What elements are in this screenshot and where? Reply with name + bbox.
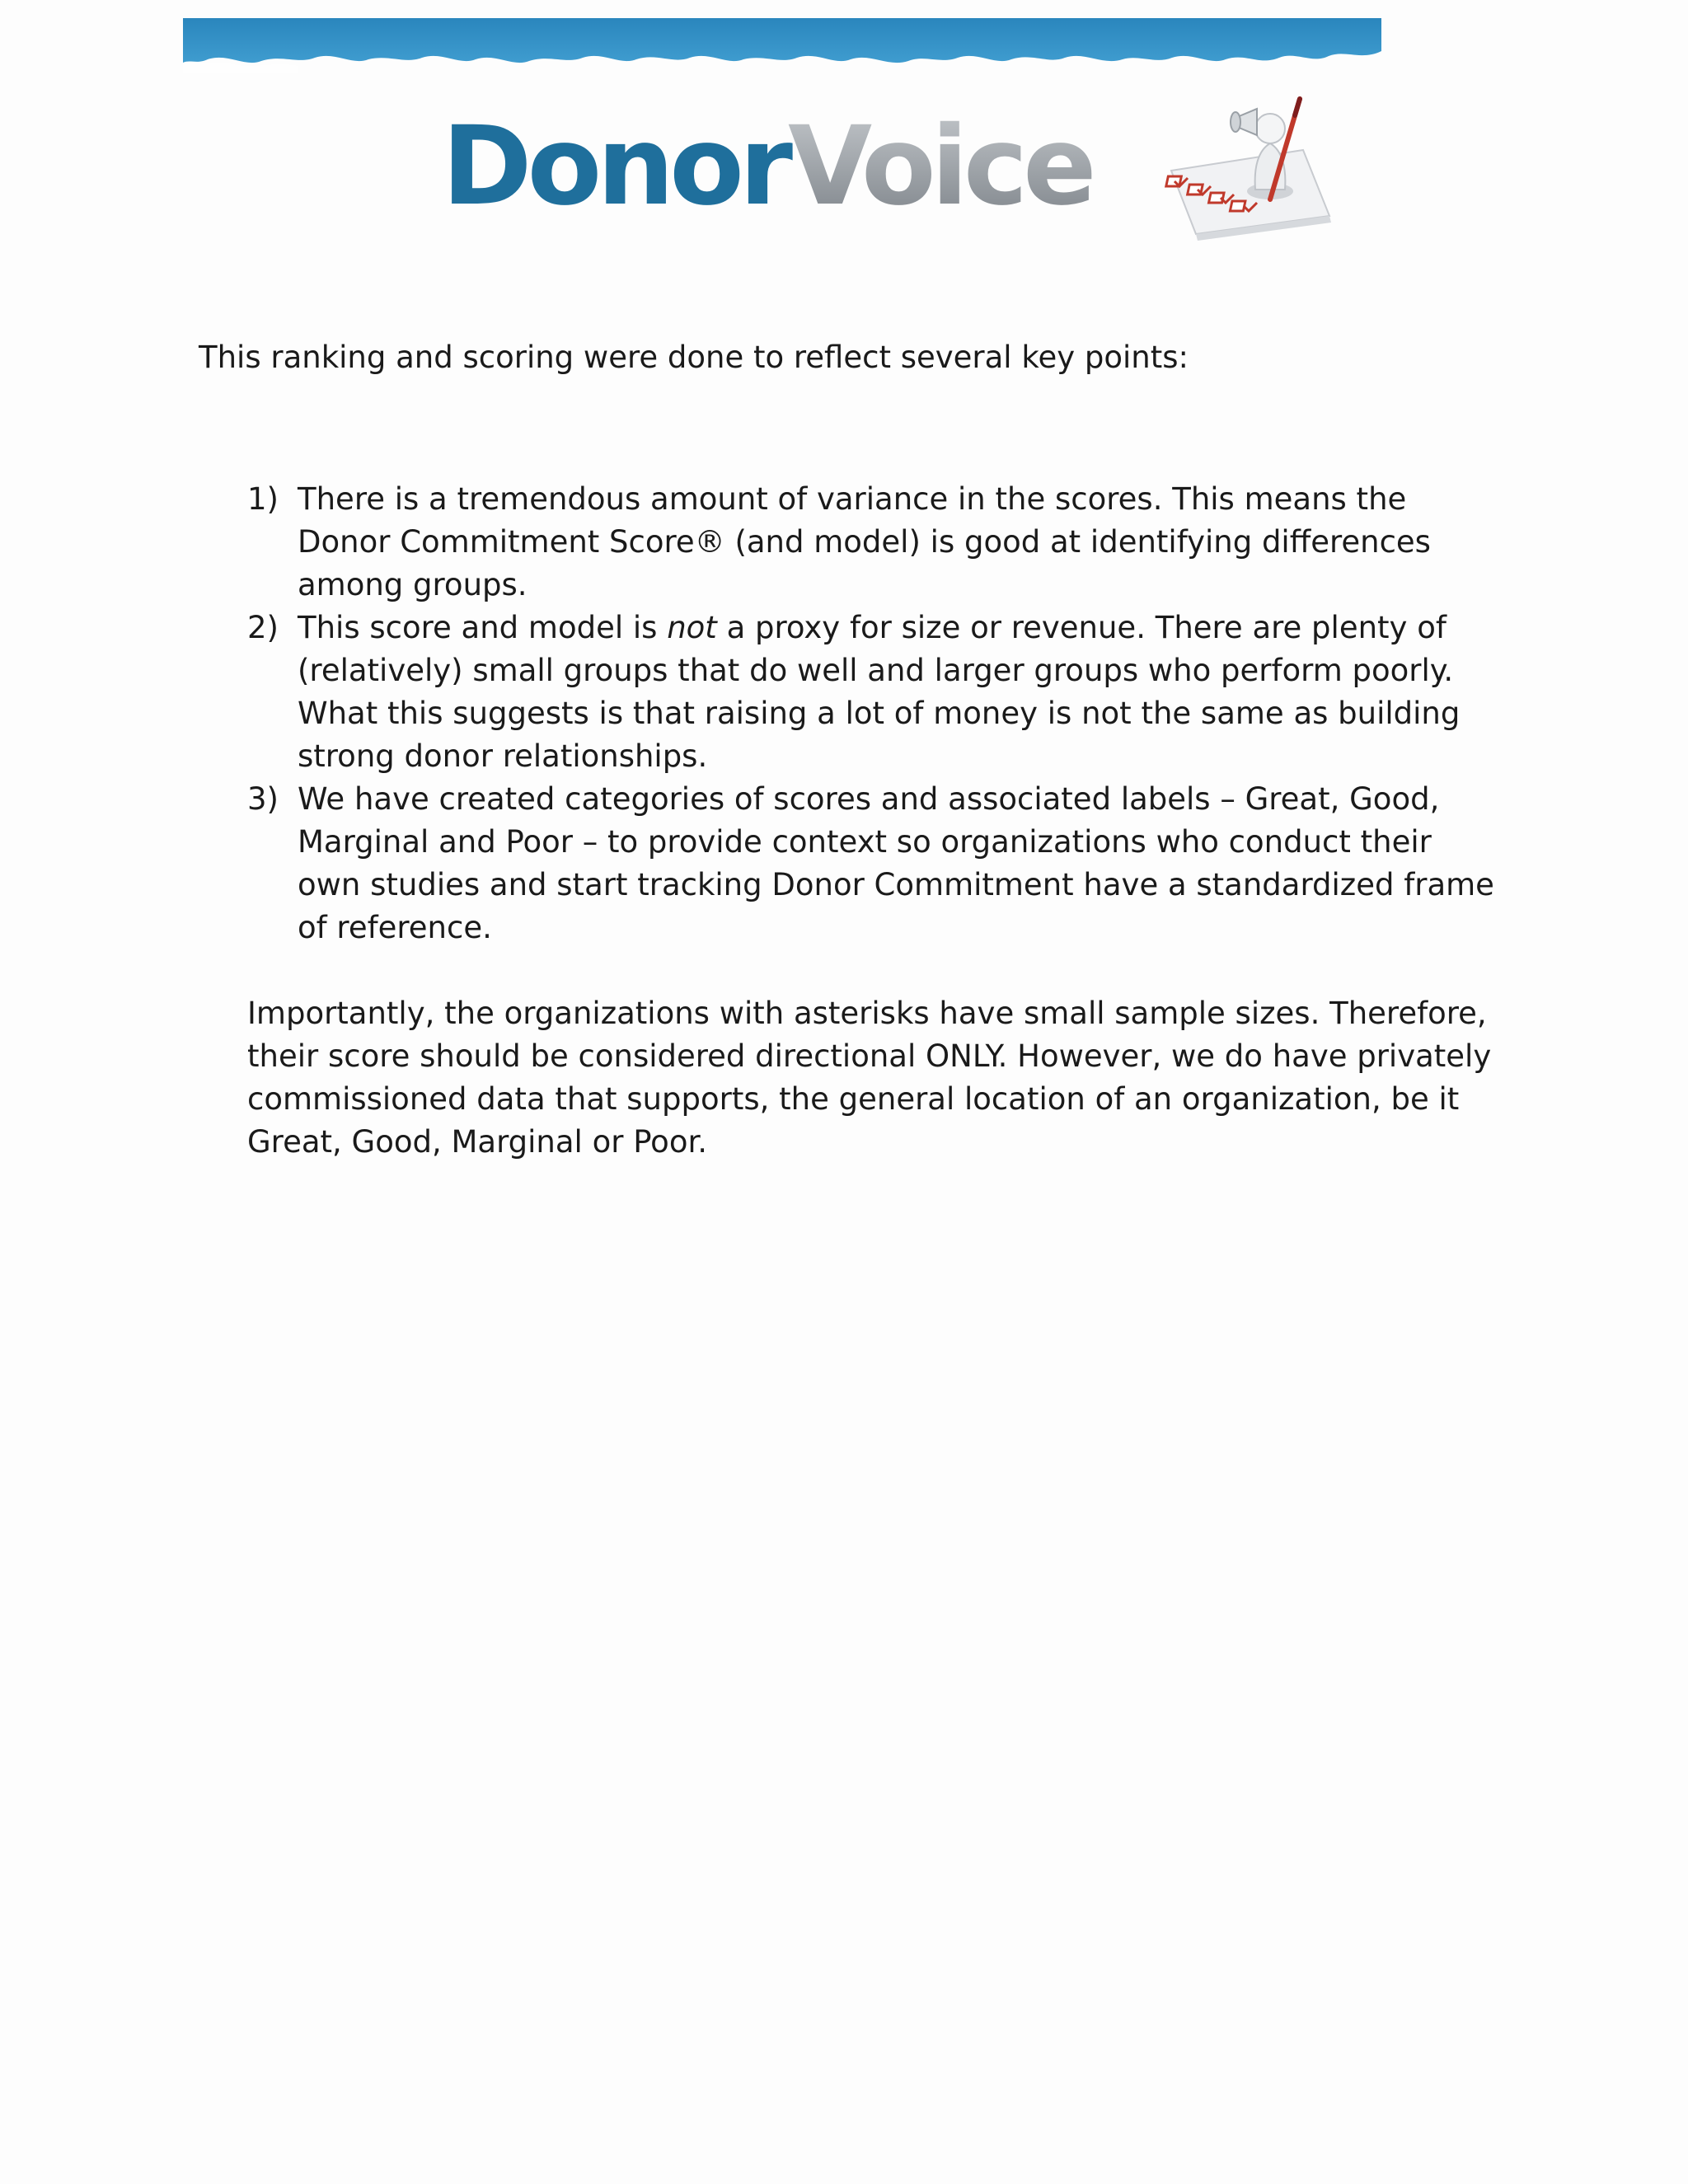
list-item-number: 1) — [247, 481, 279, 517]
list-item-emphasis: not — [667, 610, 717, 645]
survey-checklist-megaphone-icon — [1146, 92, 1340, 241]
list-item-number: 2) — [247, 610, 279, 645]
list-item-text: There is a tremendous amount of variance in the scores. This means the Donor Commitment Score® (and model) is good at identifying differences among groups. — [298, 481, 1431, 602]
list-item-number: 3) — [247, 781, 279, 817]
list-item — [247, 778, 1500, 949]
closing-paragraph: Importantly, the organizations with asterisks have small sample sizes. Therefore, their score should be considered directional ONLY. However, we do have privately commissioned data that supports, the general location of an organization, be it Great, Good, Marginal or Poor. — [247, 996, 1492, 1160]
list-item-text — [298, 610, 1460, 774]
logo-word-donor: Donor — [442, 103, 789, 230]
list-item-text-before: This score and model is — [298, 610, 668, 645]
donorvoice-logo — [442, 92, 1340, 241]
logo-word-voice: Voice — [788, 103, 1092, 230]
header-banner — [183, 18, 1381, 73]
key-points-list — [247, 478, 1500, 949]
list-item-text: We have created categories of scores and associated labels – Great, Good, Marginal and Poor – to provide context so organizations who conduct their own studies and start tracking Donor Commitment have a standardized frame of reference. — [298, 781, 1494, 945]
logo-wordmark — [442, 103, 1092, 230]
list-item — [247, 607, 1500, 778]
list-item — [247, 478, 1500, 607]
intro-text: This ranking and scoring were done to reflect several key points: — [199, 340, 1189, 375]
list-item-text-after: a proxy for size or revenue. There are plenty of (relatively) small groups that do well and larger groups who perform poorly. What this suggests is that raising a lot of money is not the same as building strong donor relationships. — [298, 610, 1461, 774]
